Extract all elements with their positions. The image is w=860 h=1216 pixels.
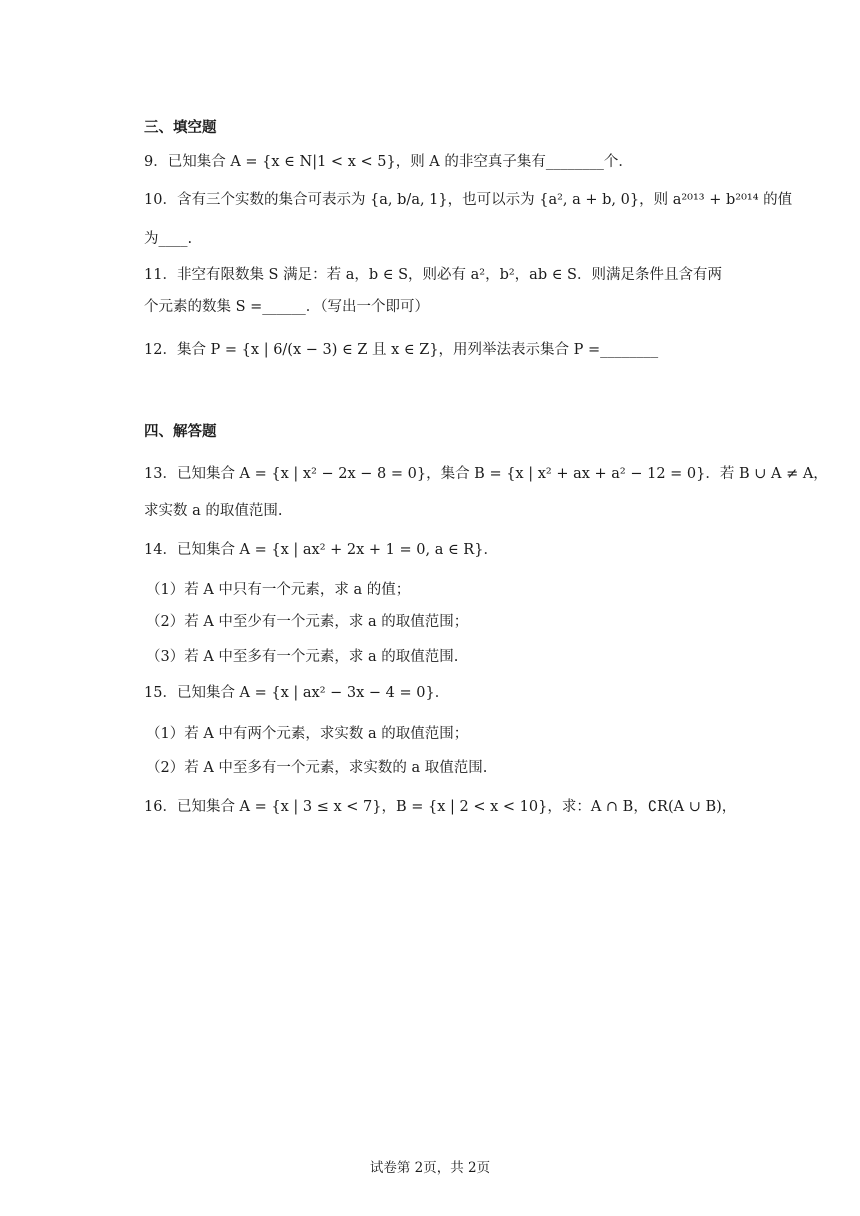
question-14-part-2: （2）若 A 中至少有一个元素，求 a 的取值范围；	[146, 614, 469, 630]
question-14-part-3: （3）若 A 中至多有一个元素，求 a 的取值范围.	[146, 649, 459, 665]
question-14-stem: 14．已知集合 A = {x | ax² + 2x + 1 = 0, a ∈ R}．	[144, 542, 498, 558]
question-16: 16．已知集合 A = {x | 3 ≤ x < 7}，B = {x | 2 < x < 10}，求：A ∩ B，∁R(A ∪ B)，	[144, 799, 737, 815]
question-13-line-2: 求实数 a 的取值范围.	[144, 503, 283, 519]
question-14-part-1: （1）若 A 中只有一个元素，求 a 的值；	[146, 582, 411, 598]
question-13-line-1: 13．已知集合 A = {x | x² − 2x − 8 = 0}，集合 B = {x | x² + ax + a² − 12 = 0}．若 B ∪ A ≠ A，	[144, 466, 828, 482]
question-11-line-2: 个元素的数集 S =______．（写出一个即可）	[144, 299, 430, 315]
question-9: 9．已知集合 A = {x ∈ N|1 < x < 5}，则 A 的非空真子集有________个．	[144, 154, 633, 170]
question-11-line-1: 11．非空有限数集 S 满足：若 a，b ∈ S，则必有 a²，b²，ab ∈ S．则满足条件且含有两	[144, 267, 722, 283]
section-title-fill-blank: 三、填空题	[144, 120, 217, 136]
section-title-solve: 四、解答题	[144, 424, 217, 440]
question-15-part-2: （2）若 A 中至多有一个元素，求实数的 a 取值范围.	[146, 760, 488, 776]
question-12: 12．集合 P = {x | 6/(x − 3) ∈ Z 且 x ∈ Z}，用列举法表示集合 P =________	[144, 342, 659, 358]
question-10-line-1: 10．含有三个实数的集合可表示为 {a, b/a, 1}，也可以示为 {a², a + b, 0}，则 a²⁰¹³ + b²⁰¹⁴ 的值	[144, 192, 793, 208]
page-footer: 试卷第 2页，共 2页	[369, 1160, 491, 1176]
question-10-line-2: 为____.	[144, 231, 193, 247]
question-15-stem: 15．已知集合 A = {x | ax² − 3x − 4 = 0}．	[144, 685, 450, 701]
question-15-part-1: （1）若 A 中有两个元素，求实数 a 的取值范围；	[146, 726, 469, 742]
